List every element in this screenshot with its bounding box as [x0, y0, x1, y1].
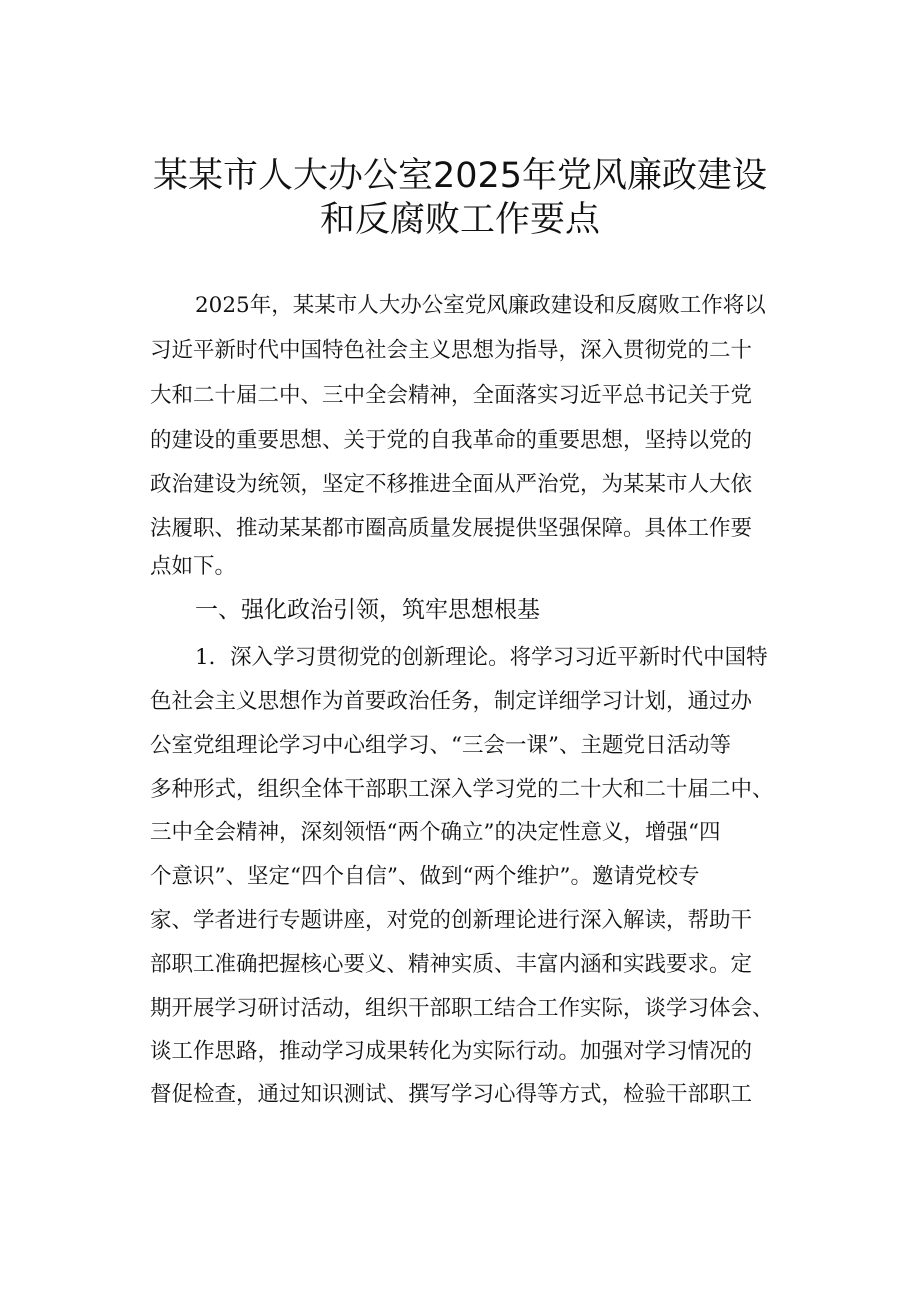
item-line: 家、学者进行专题讲座，对党的创新理论进行深入解读，帮助干	[150, 908, 753, 933]
item-line: 督促检查，通过知识测试、撰写学习心得等方式，检验干部职工	[150, 1082, 753, 1107]
intro-line: 的建设的重要思想、关于党的自我革命的重要思想，坚持以党的	[150, 428, 753, 453]
document-title-line-1: 某某市人大办公室2025年党风廉政建设	[152, 156, 768, 196]
item-line: 色社会主义思想作为首要政治任务，制定详细学习计划，通过办	[150, 689, 753, 714]
item-line: 部职工准确把握核心要义、精神实质、丰富内涵和实践要求。定	[150, 952, 753, 977]
intro-line: 大和二十届二中、三中全会精神，全面落实习近平总书记关于党	[150, 383, 753, 408]
item-line: 三中全会精神，深刻领悟“两个确立”的决定性意义，增强“四	[150, 820, 721, 845]
section-1-heading: 一、强化政治引领，筑牢思想根基	[195, 597, 540, 623]
item-line: 多种形式，组织全体干部职工深入学习党的二十大和二十届二中、	[150, 777, 774, 802]
item-line: 1．深入学习贯彻党的创新理论。将学习习近平新时代中国特	[195, 645, 768, 670]
intro-line: 习近平新时代中国特色社会主义思想为指导，深入贯彻党的二十	[150, 338, 753, 363]
intro-line: 政治建设为统领，坚定不移推进全面从严治党，为某某市人大依	[150, 472, 753, 497]
intro-line: 2025年，某某市人大办公室党风廉政建设和反腐败工作将以	[195, 293, 766, 318]
document-title-line-2: 和反腐败工作要点	[319, 200, 600, 240]
intro-line: 点如下。	[150, 554, 237, 579]
item-line: 个意识”、坚定“四个自信”、做到“两个维护”。邀请党校专	[150, 864, 700, 889]
intro-line: 法履职、推动某某都市圈高质量发展提供坚强保障。具体工作要	[150, 516, 753, 541]
item-line: 公室党组理论学习中心组学习、“三会一课”、主题党日活动等	[150, 733, 731, 758]
item-line: 谈工作思路，推动学习成果转化为实际行动。加强对学习情况的	[150, 1039, 753, 1064]
item-line: 期开展学习研讨活动，组织干部职工结合工作实际，谈学习体会、	[150, 996, 774, 1021]
